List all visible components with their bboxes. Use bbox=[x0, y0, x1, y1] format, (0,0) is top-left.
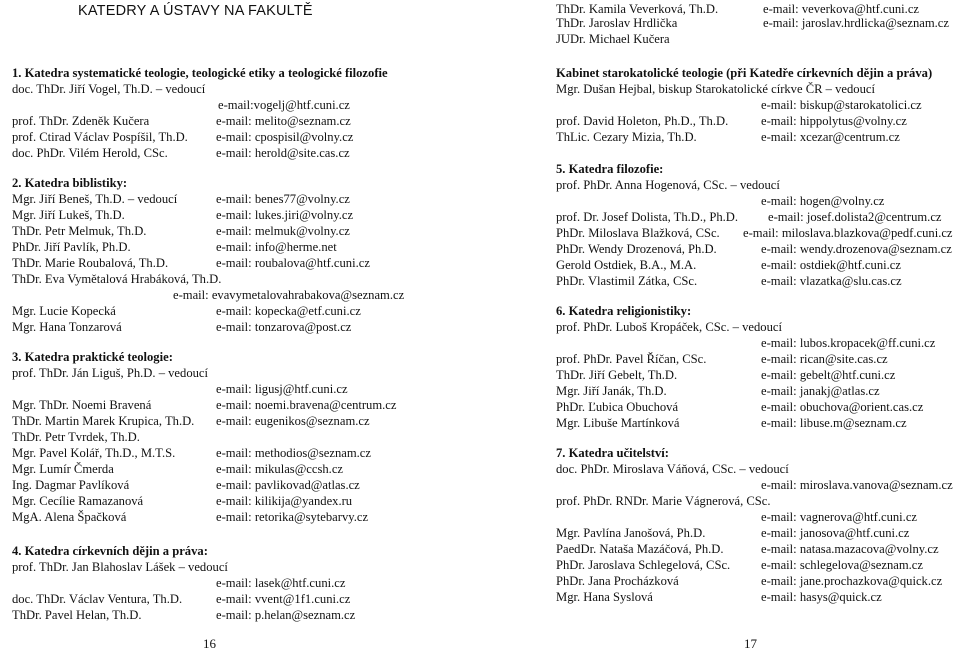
left-page bbox=[0, 0, 480, 649]
staff-email[interactable]: e-mail: p.helan@seznam.cz bbox=[216, 608, 356, 622]
staff-name: prof. Ctirad Václav Pospíšil, Th.D. bbox=[12, 130, 188, 144]
staff-name: prof. ThDr. Jan Blahoslav Lášek – vedoucí bbox=[12, 560, 228, 574]
staff-name: Mgr. Hana Syslová bbox=[556, 590, 653, 604]
staff-name: PhDr. Jana Procházková bbox=[556, 574, 679, 588]
staff-email[interactable]: e-mail:vogelj@htf.cuni.cz bbox=[218, 98, 350, 112]
staff-name: prof. David Holeton, Ph.D., Th.D. bbox=[556, 114, 729, 128]
staff-email[interactable]: e-mail: noemi.bravena@centrum.cz bbox=[216, 398, 397, 412]
staff-email[interactable]: e-mail: xcezar@centrum.cz bbox=[761, 130, 900, 144]
staff-name: ThDr. Kamila Veverková, Th.D. bbox=[556, 2, 719, 16]
staff-name: ThDr. Jaroslav Hrdlička bbox=[556, 16, 678, 30]
section-heading: 7. Katedra učitelství: bbox=[556, 446, 669, 460]
staff-email[interactable]: e-mail: lasek@htf.cuni.cz bbox=[216, 576, 346, 590]
staff-name: PhDr. Wendy Drozenová, Ph.D. bbox=[556, 242, 717, 256]
staff-email[interactable]: e-mail: obuchova@orient.cas.cz bbox=[761, 400, 924, 414]
page-number-left: 16 bbox=[203, 636, 216, 651]
staff-name: ThDr. Marie Roubalová, Th.D. bbox=[12, 256, 169, 270]
staff-email[interactable]: e-mail: evavymetalovahrabakova@seznam.cz bbox=[173, 288, 405, 302]
staff-email[interactable]: e-mail: gebelt@htf.cuni.cz bbox=[761, 368, 896, 382]
staff-email[interactable]: e-mail: janosova@htf.cuni.cz bbox=[761, 526, 910, 540]
staff-name: Mgr. Jiří Lukeš, Th.D. bbox=[12, 208, 125, 222]
staff-email[interactable]: e-mail: melito@seznam.cz bbox=[216, 114, 351, 128]
page-number-right: 17 bbox=[744, 636, 757, 651]
staff-email[interactable]: e-mail: hogen@volny.cz bbox=[761, 194, 885, 208]
staff-name: ThDr. Martin Marek Krupica, Th.D. bbox=[12, 414, 195, 428]
staff-name: Mgr. ThDr. Noemi Bravená bbox=[12, 398, 152, 412]
staff-name: prof. PhDr. Anna Hogenová, CSc. – vedoucí bbox=[556, 178, 780, 192]
staff-email[interactable]: e-mail: retorika@sytebarvy.cz bbox=[216, 510, 369, 524]
staff-name: Mgr. Libuše Martínková bbox=[556, 416, 680, 430]
staff-name: Mgr. Pavlína Janošová, Ph.D. bbox=[556, 526, 706, 540]
staff-name: prof. PhDr. RNDr. Marie Vágnerová, CSc. bbox=[556, 494, 771, 508]
staff-email[interactable]: e-mail: natasa.mazacova@volny.cz bbox=[761, 542, 939, 556]
staff-email[interactable]: e-mail: ostdiek@htf.cuni.cz bbox=[761, 258, 901, 272]
staff-email[interactable]: e-mail: melmuk@volny.cz bbox=[216, 224, 350, 238]
staff-name: Gerold Ostdiek, B.A., M.A. bbox=[556, 258, 697, 272]
staff-name: prof. PhDr. Pavel Říčan, CSc. bbox=[556, 352, 707, 366]
section-heading: 4. Katedra církevních dějin a práva: bbox=[12, 544, 208, 558]
staff-email[interactable]: e-mail: pavlikovad@atlas.cz bbox=[216, 478, 360, 492]
section-heading: 1. Katedra systematické teologie, teologické etiky a teologické filozofie bbox=[12, 66, 388, 80]
staff-name: Mgr. Jiří Janák, Th.D. bbox=[556, 384, 667, 398]
staff-name: ThLic. Cezary Mizia, Th.D. bbox=[556, 130, 697, 144]
staff-email[interactable]: e-mail: rican@site.cas.cz bbox=[761, 352, 888, 366]
staff-name: PhDr. Vlastimil Zátka, CSc. bbox=[556, 274, 698, 288]
staff-email[interactable]: e-mail: vlazatka@slu.cas.cz bbox=[761, 274, 902, 288]
staff-name: prof. ThDr. Zdeněk Kučera bbox=[12, 114, 150, 128]
staff-name: prof. ThDr. Ján Liguš, Ph.D. – vedoucí bbox=[12, 366, 209, 380]
staff-name: PhDr. Ľubica Obuchová bbox=[556, 400, 679, 414]
staff-email[interactable]: e-mail: tonzarova@post.cz bbox=[216, 320, 352, 334]
staff-email[interactable]: e-mail: methodios@seznam.cz bbox=[216, 446, 371, 460]
staff-name: PaedDr. Nataša Mazáčová, Ph.D. bbox=[556, 542, 724, 556]
staff-name: Mgr. Jiří Beneš, Th.D. – vedoucí bbox=[12, 192, 178, 206]
staff-name: JUDr. Michael Kučera bbox=[556, 32, 670, 46]
section-heading: 2. Katedra biblistiky: bbox=[12, 176, 128, 190]
staff-name: MgA. Alena Špačková bbox=[12, 510, 127, 524]
staff-name: Mgr. Dušan Hejbal, biskup Starokatolické církve ČR – vedoucí bbox=[556, 82, 875, 96]
staff-email[interactable]: e-mail: miroslava.vanova@seznam.cz bbox=[761, 478, 953, 492]
section-heading: 5. Katedra filozofie: bbox=[556, 162, 664, 176]
staff-name: ThDr. Eva Vymětalová Hrabáková, Th.D. bbox=[12, 272, 222, 286]
staff-email[interactable]: e-mail: biskup@starokatolici.cz bbox=[761, 98, 922, 112]
staff-name: doc. ThDr. Jiří Vogel, Th.D. – vedoucí bbox=[12, 82, 206, 96]
staff-name: PhDr. Jaroslava Schlegelová, CSc. bbox=[556, 558, 731, 572]
staff-email[interactable]: e-mail: kilikija@yandex.ru bbox=[216, 494, 353, 508]
right-page bbox=[480, 0, 960, 649]
staff-email[interactable]: e-mail: jaroslav.hrdlicka@seznam.cz bbox=[763, 16, 949, 30]
staff-email[interactable]: e-mail: veverkova@htf.cuni.cz bbox=[763, 2, 920, 16]
staff-name: PhDr. Jiří Pavlík, Ph.D. bbox=[12, 240, 131, 254]
staff-email[interactable]: e-mail: benes77@volny.cz bbox=[216, 192, 350, 206]
staff-name: ThDr. Petr Tvrdek, Th.D. bbox=[12, 430, 140, 444]
staff-name: Mgr. Lumír Čmerda bbox=[12, 462, 114, 476]
staff-email[interactable]: e-mail: libuse.m@seznam.cz bbox=[761, 416, 907, 430]
staff-email[interactable]: e-mail: vvent@1f1.cuni.cz bbox=[216, 592, 351, 606]
staff-name: Ing. Dagmar Pavlíková bbox=[12, 478, 130, 492]
staff-email[interactable]: e-mail: roubalova@htf.cuni.cz bbox=[216, 256, 370, 270]
staff-email[interactable]: e-mail: lukes.jiri@volny.cz bbox=[216, 208, 354, 222]
staff-email[interactable]: e-mail: info@herme.net bbox=[216, 240, 337, 254]
staff-email[interactable]: e-mail: vagnerova@htf.cuni.cz bbox=[761, 510, 918, 524]
staff-name: ThDr. Petr Melmuk, Th.D. bbox=[12, 224, 147, 238]
staff-email[interactable]: e-mail: janakj@atlas.cz bbox=[761, 384, 880, 398]
staff-email[interactable]: e-mail: jane.prochazkova@quick.cz bbox=[761, 574, 943, 588]
staff-name: PhDr. Miloslava Blažková, CSc. bbox=[556, 226, 720, 240]
staff-name: Mgr. Hana Tonzarová bbox=[12, 320, 122, 334]
staff-name: ThDr. Pavel Helan, Th.D. bbox=[12, 608, 142, 622]
section-heading: 3. Katedra praktické teologie: bbox=[12, 350, 173, 364]
section-heading: 6. Katedra religionistiky: bbox=[556, 304, 692, 318]
staff-email[interactable]: e-mail: mikulas@ccsh.cz bbox=[216, 462, 343, 476]
staff-email[interactable]: e-mail: wendy.drozenova@seznam.cz bbox=[761, 242, 952, 256]
staff-name: prof. Dr. Josef Dolista, Th.D., Ph.D. bbox=[556, 210, 739, 224]
staff-name: ThDr. Jiří Gebelt, Th.D. bbox=[556, 368, 678, 382]
staff-name: doc. ThDr. Václav Ventura, Th.D. bbox=[12, 592, 183, 606]
staff-name: doc. PhDr. Miroslava Váňová, CSc. – vedoucí bbox=[556, 462, 789, 476]
staff-name: Mgr. Lucie Kopecká bbox=[12, 304, 116, 318]
staff-email[interactable]: e-mail: cpospisil@volny.cz bbox=[216, 130, 354, 144]
staff-email[interactable]: e-mail: kopecka@etf.cuni.cz bbox=[216, 304, 361, 318]
page-title: KATEDRY A ÚSTAVY NA FAKULTĚ bbox=[78, 3, 313, 19]
staff-email[interactable]: e-mail: hasys@quick.cz bbox=[761, 590, 882, 604]
staff-email[interactable]: e-mail: herold@site.cas.cz bbox=[216, 146, 350, 160]
staff-email[interactable]: e-mail: miloslava.blazkova@pedf.cuni.cz bbox=[743, 226, 953, 240]
staff-name: Mgr. Cecílie Ramazanová bbox=[12, 494, 144, 508]
staff-email[interactable]: e-mail: lubos.kropacek@ff.cuni.cz bbox=[761, 336, 936, 350]
section-heading: Kabinet starokatolické teologie (při Katedře církevních dějin a práva) bbox=[556, 66, 933, 80]
staff-name: doc. PhDr. Vilém Herold, CSc. bbox=[12, 146, 168, 160]
staff-email[interactable]: e-mail: eugenikos@seznam.cz bbox=[216, 414, 370, 428]
staff-name: Mgr. Pavel Kolář, Th.D., M.T.S. bbox=[12, 446, 176, 460]
staff-email[interactable]: e-mail: hippolytus@volny.cz bbox=[761, 114, 907, 128]
staff-email[interactable]: e-mail: josef.dolista2@centrum.cz bbox=[768, 210, 942, 224]
staff-email[interactable]: e-mail: ligusj@htf.cuni.cz bbox=[216, 382, 348, 396]
staff-email[interactable]: e-mail: schlegelova@seznam.cz bbox=[761, 558, 923, 572]
staff-name: prof. PhDr. Luboš Kropáček, CSc. – vedoucí bbox=[556, 320, 782, 334]
